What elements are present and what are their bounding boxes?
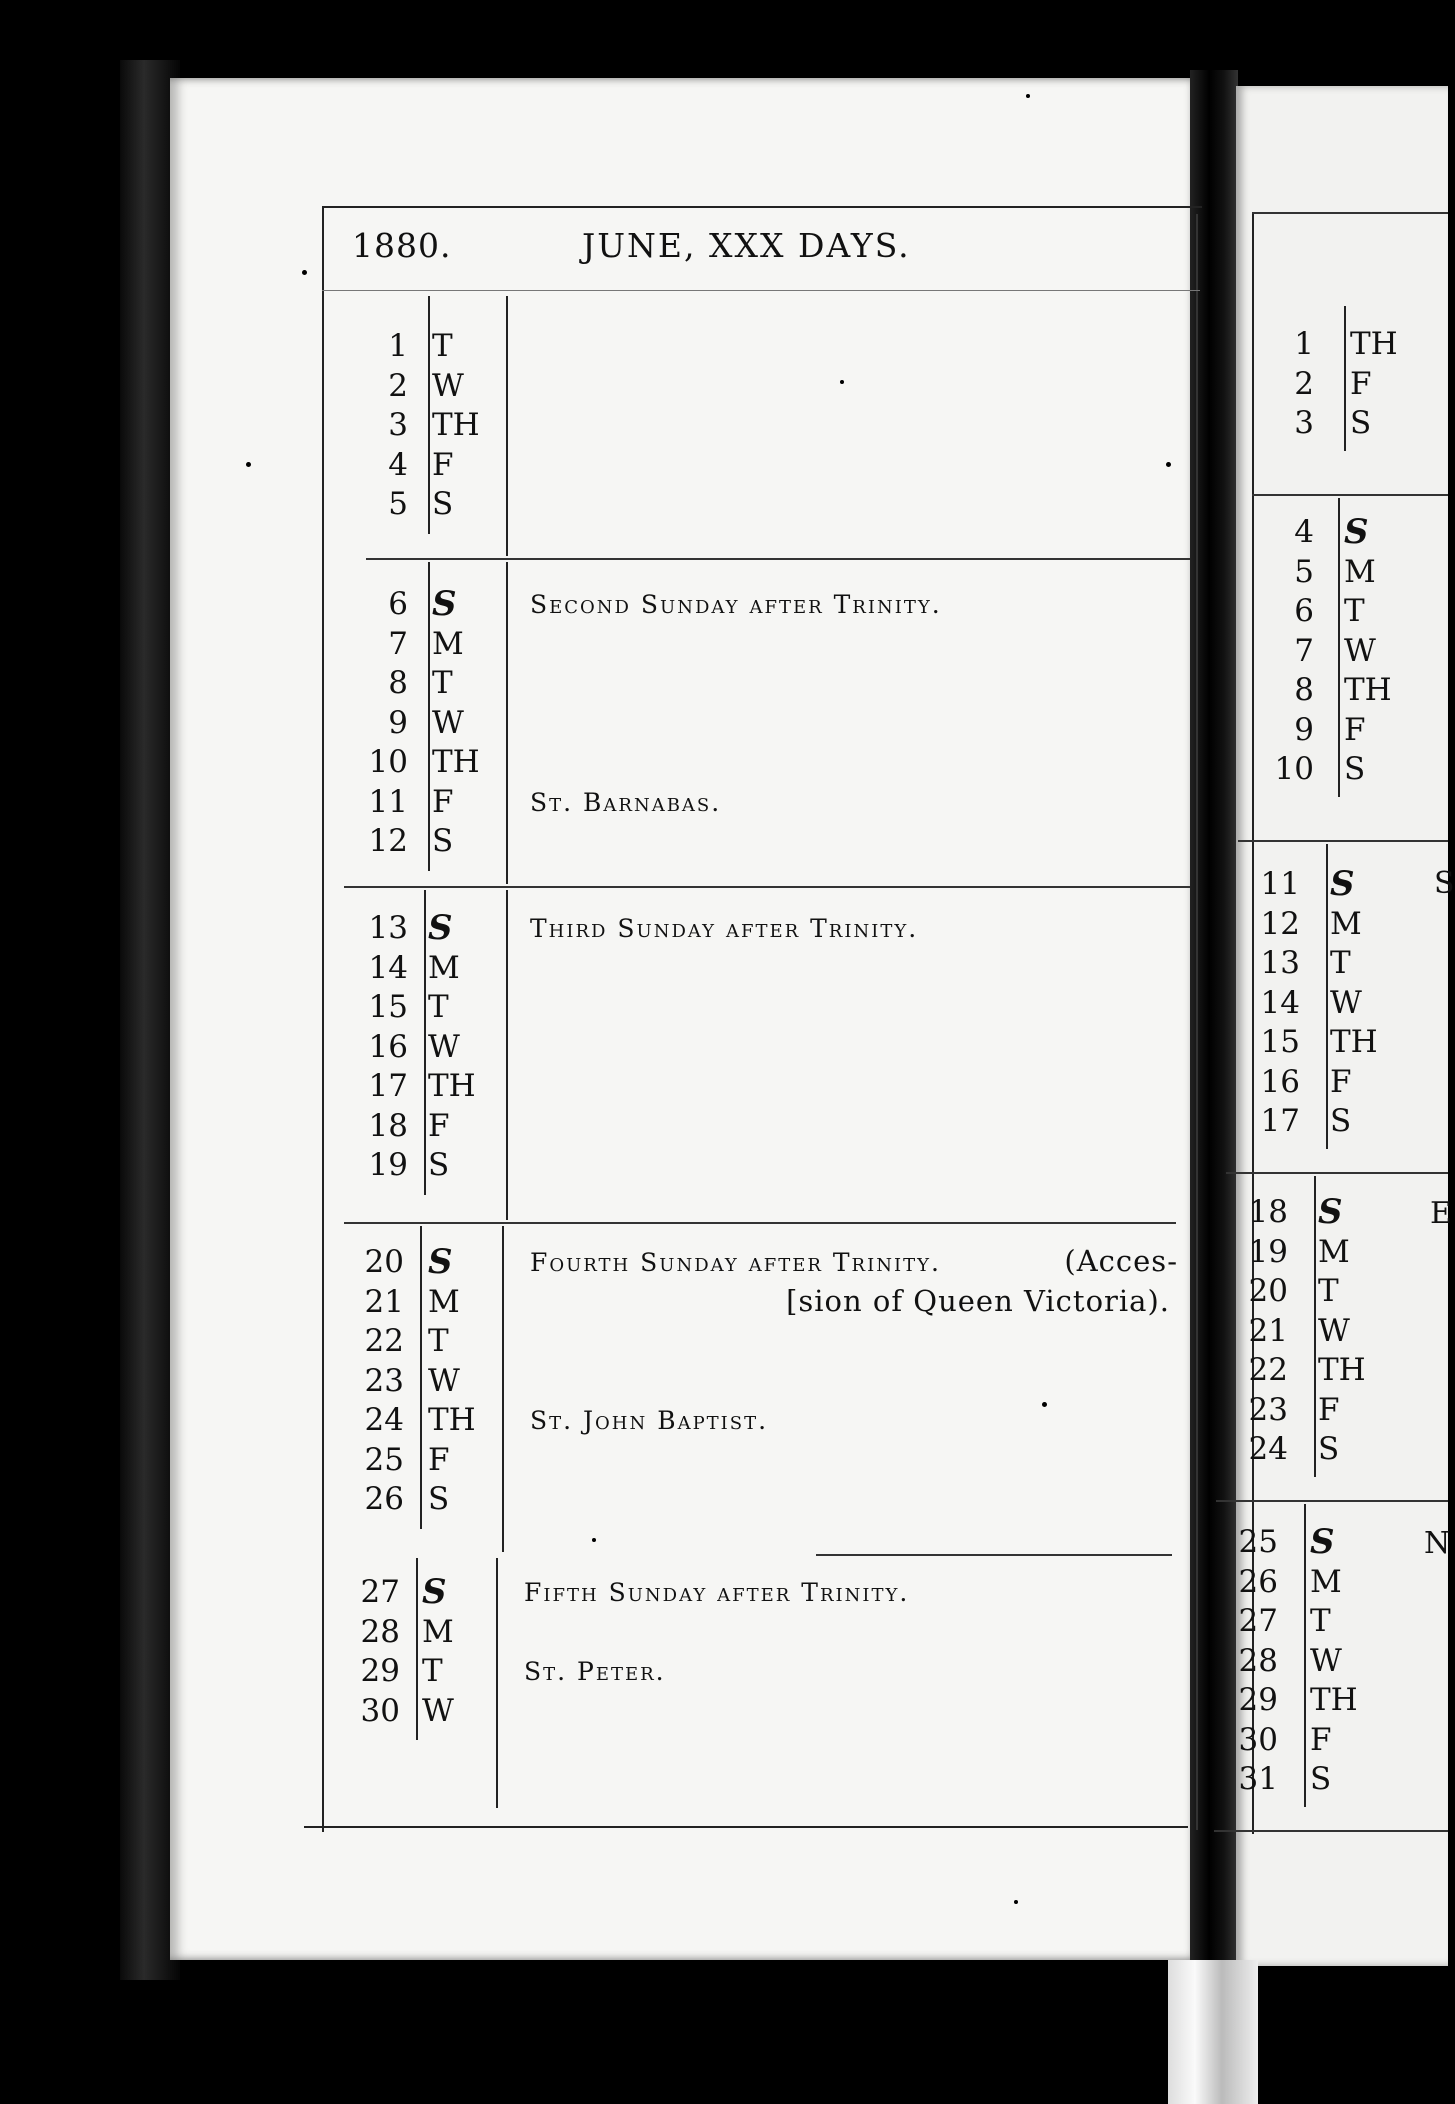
day-letter: F — [428, 1107, 450, 1144]
page-year: 1880. — [352, 226, 452, 265]
next-day-number: 19 — [1248, 1233, 1288, 1270]
day-number: 9 — [388, 704, 408, 741]
day-number: 6 — [388, 586, 408, 622]
day-letter: W — [428, 1028, 460, 1065]
day-letter: W — [432, 704, 464, 741]
next-day-number: 1 — [1294, 326, 1314, 362]
print-speck — [302, 270, 307, 275]
next-day-letter: F — [1344, 711, 1366, 748]
day-letter: M — [422, 1613, 454, 1650]
day-letter: S — [432, 486, 454, 522]
day-number: 11 — [368, 783, 408, 820]
day-number: 18 — [368, 1107, 408, 1144]
next-day-number: 25 — [1238, 1524, 1278, 1560]
day-letter — [432, 405, 480, 445]
day-letter — [432, 742, 480, 782]
day-letter: F — [428, 1441, 450, 1478]
day-number: 27 — [360, 1574, 400, 1610]
day-letter: S — [428, 1147, 450, 1183]
day-number: 16 — [368, 1028, 408, 1065]
event-text: Second Sunday after Trinity. — [530, 590, 942, 619]
next-day-number: 18 — [1248, 1194, 1288, 1230]
day-letter: T — [432, 665, 453, 701]
print-speck — [592, 1538, 596, 1542]
next-page-frame-top — [1252, 212, 1448, 214]
day-letter-divider — [428, 296, 430, 534]
day-number: 30 — [360, 1692, 400, 1729]
event-column-divider — [506, 296, 508, 556]
next-page-frame-bottom — [1214, 1830, 1448, 1832]
next-day-letter: M — [1310, 1563, 1342, 1600]
day-number: 19 — [368, 1147, 408, 1183]
day-number: 21 — [364, 1283, 404, 1320]
day-letter: F — [432, 783, 454, 820]
next-day-number: 29 — [1238, 1682, 1278, 1718]
event-text: St. Barnabas. — [530, 787, 722, 817]
next-day-letter-divider — [1304, 1504, 1306, 1807]
day-number: 20 — [364, 1244, 404, 1280]
day-letter — [428, 1066, 476, 1106]
next-day-letter: TH — [1310, 1682, 1358, 1718]
week-separator — [366, 558, 1190, 560]
day-number: 1 — [388, 328, 408, 364]
day-letter: S — [432, 823, 454, 859]
day-letter-text: TH — [432, 744, 480, 780]
next-day-letter: F — [1318, 1391, 1340, 1428]
event-column-divider — [506, 562, 508, 884]
day-letter: M — [428, 1283, 460, 1320]
next-day-letter: W — [1310, 1642, 1342, 1679]
day-number: 25 — [364, 1441, 404, 1478]
event-text: St. Peter. — [524, 1657, 666, 1686]
sunday-letter: S — [422, 1572, 447, 1612]
day-number: 5 — [388, 486, 408, 522]
event-label — [530, 914, 918, 943]
event-label — [530, 590, 942, 619]
next-week-separator — [1226, 1172, 1448, 1174]
next-day-number: 16 — [1260, 1063, 1300, 1100]
frame-bottom-rule — [304, 1826, 1188, 1828]
next-day-letter: TH — [1318, 1352, 1366, 1388]
next-day-number: 14 — [1260, 984, 1300, 1021]
event-text: Third Sunday after Trinity. — [530, 914, 919, 943]
next-day-number: 30 — [1238, 1721, 1278, 1758]
day-letter: W — [422, 1692, 454, 1729]
next-day-number: 11 — [1260, 866, 1300, 902]
next-day-letter: S — [1350, 405, 1372, 441]
next-day-number: 24 — [1248, 1431, 1288, 1467]
day-number: 4 — [388, 446, 408, 483]
next-day-letter: W — [1344, 632, 1376, 669]
day-letter: T — [432, 328, 453, 364]
next-week-separator — [1238, 840, 1448, 842]
event-column-divider — [502, 1226, 504, 1552]
next-day-letter: T — [1318, 1273, 1339, 1309]
day-number: 28 — [360, 1613, 400, 1650]
next-day-number: 2 — [1294, 365, 1314, 402]
event-text: Fifth Sunday after Trinity. — [524, 1578, 910, 1607]
next-day-letter: T — [1310, 1603, 1331, 1639]
next-day-letter: S — [1344, 512, 1369, 552]
next-day-letter: TH — [1350, 326, 1398, 362]
day-letter-divider — [424, 890, 426, 1195]
day-letter: W — [432, 367, 464, 404]
next-day-number: 7 — [1294, 632, 1314, 669]
next-day-letter: W — [1318, 1312, 1350, 1349]
day-number: 2 — [388, 367, 408, 404]
day-number: 24 — [364, 1402, 404, 1438]
next-day-letter: M — [1330, 905, 1362, 942]
day-letter: T — [428, 989, 449, 1025]
next-day-letter: M — [1344, 553, 1376, 590]
next-day-number: 9 — [1294, 711, 1314, 748]
next-day-letter: S — [1310, 1761, 1332, 1797]
day-number: 14 — [368, 949, 408, 986]
book-spine-bottom — [1168, 1960, 1258, 2104]
next-day-number: 17 — [1260, 1103, 1300, 1139]
next-event-edge-letter: S — [1434, 866, 1455, 901]
week-separator — [344, 886, 1190, 888]
next-day-number: 3 — [1294, 405, 1314, 441]
day-number: 10 — [368, 744, 408, 780]
next-day-number: 15 — [1260, 1024, 1300, 1060]
event-text: Fourth Sunday after Trinity. — [530, 1248, 941, 1277]
sunday-letter: S — [432, 584, 457, 624]
next-day-letter: S — [1330, 1103, 1352, 1139]
next-day-letter-divider — [1326, 844, 1328, 1149]
next-week-separator — [1216, 1500, 1448, 1502]
day-number: 13 — [368, 910, 408, 946]
event-column-divider — [496, 1558, 498, 1808]
day-letter: W — [428, 1362, 460, 1399]
event-label — [530, 1406, 768, 1435]
print-speck — [246, 462, 251, 467]
next-day-letter: F — [1330, 1063, 1352, 1100]
next-day-letter-divider — [1314, 1176, 1316, 1477]
sunday-letter: S — [428, 908, 453, 948]
next-day-letter: T — [1344, 593, 1365, 629]
next-day-number: 20 — [1248, 1273, 1288, 1309]
event-suffix: (Acces- — [1064, 1244, 1178, 1278]
day-letter — [428, 1400, 476, 1440]
sunday-letter: S — [428, 1242, 453, 1282]
next-day-number: 5 — [1294, 553, 1314, 590]
day-number: 29 — [360, 1653, 400, 1689]
event-label — [524, 1657, 666, 1686]
next-day-letter: TH — [1330, 1024, 1378, 1060]
week-separator — [344, 1222, 1176, 1224]
header-rule — [322, 290, 1200, 291]
next-day-number: 23 — [1248, 1391, 1288, 1428]
next-event-edge-letter: E — [1430, 1196, 1452, 1231]
next-day-letter: S — [1318, 1431, 1340, 1467]
day-number: 22 — [364, 1323, 404, 1359]
event-text: St. John Baptist. — [530, 1406, 769, 1435]
day-letter: S — [428, 1481, 450, 1517]
frame-right-rule — [1196, 214, 1198, 1830]
day-letter: T — [422, 1653, 443, 1689]
day-letter: T — [428, 1323, 449, 1359]
day-letter: F — [432, 446, 454, 483]
day-letter: M — [428, 949, 460, 986]
day-number: 8 — [388, 665, 408, 701]
next-day-number: 8 — [1294, 672, 1314, 708]
next-day-letter: S — [1318, 1192, 1343, 1232]
event-column-divider — [506, 890, 508, 1220]
next-day-number: 27 — [1238, 1603, 1278, 1639]
print-speck — [1042, 1402, 1047, 1407]
page-title: JUNE, XXX DAYS. — [582, 226, 911, 265]
day-letter-text: TH — [428, 1402, 476, 1438]
next-day-number: 28 — [1238, 1642, 1278, 1679]
next-day-letter: S — [1344, 751, 1366, 787]
event-label — [530, 1248, 941, 1277]
day-letter-text: TH — [428, 1068, 476, 1104]
next-day-letter: T — [1330, 945, 1351, 981]
print-speck — [1026, 94, 1030, 98]
next-week-separator — [1252, 494, 1448, 496]
next-day-letter: F — [1350, 365, 1372, 402]
next-day-number: 4 — [1294, 514, 1314, 550]
next-day-number: 13 — [1260, 945, 1300, 981]
day-number: 12 — [368, 823, 408, 859]
print-speck — [1166, 462, 1171, 467]
next-day-letter-divider — [1338, 498, 1340, 797]
day-number: 7 — [388, 625, 408, 662]
week-separator — [816, 1554, 1172, 1556]
next-day-letter: F — [1310, 1721, 1332, 1758]
next-event-edge-letter: N — [1424, 1526, 1451, 1561]
day-number: 23 — [364, 1362, 404, 1399]
next-day-number: 6 — [1294, 593, 1314, 629]
next-day-number: 10 — [1274, 751, 1314, 787]
day-letter-divider — [420, 1226, 422, 1529]
next-day-letter: TH — [1344, 672, 1392, 708]
event-continuation: [sion of Queen Victoria). — [786, 1283, 1170, 1318]
next-day-letter: S — [1330, 864, 1355, 904]
event-label — [524, 1578, 909, 1607]
next-day-letter-divider — [1344, 306, 1346, 451]
next-day-number: 21 — [1248, 1312, 1288, 1349]
day-letter: M — [432, 625, 464, 662]
next-day-letter: S — [1310, 1522, 1335, 1562]
next-day-number: 26 — [1238, 1563, 1278, 1600]
day-number: 26 — [364, 1481, 404, 1517]
next-day-letter: W — [1330, 984, 1362, 1021]
day-letter-divider — [416, 1558, 418, 1740]
event-label — [530, 788, 721, 817]
day-letter-divider — [428, 562, 430, 871]
next-day-number: 31 — [1238, 1761, 1278, 1797]
next-day-number: 22 — [1248, 1352, 1288, 1388]
day-number: 15 — [368, 989, 408, 1025]
day-letter-text: TH — [432, 407, 480, 443]
next-day-letter: M — [1318, 1233, 1350, 1270]
next-day-number: 12 — [1260, 905, 1300, 942]
print-speck — [1014, 1900, 1018, 1904]
print-speck — [840, 380, 844, 384]
day-number: 3 — [388, 407, 408, 443]
day-number: 17 — [368, 1068, 408, 1104]
